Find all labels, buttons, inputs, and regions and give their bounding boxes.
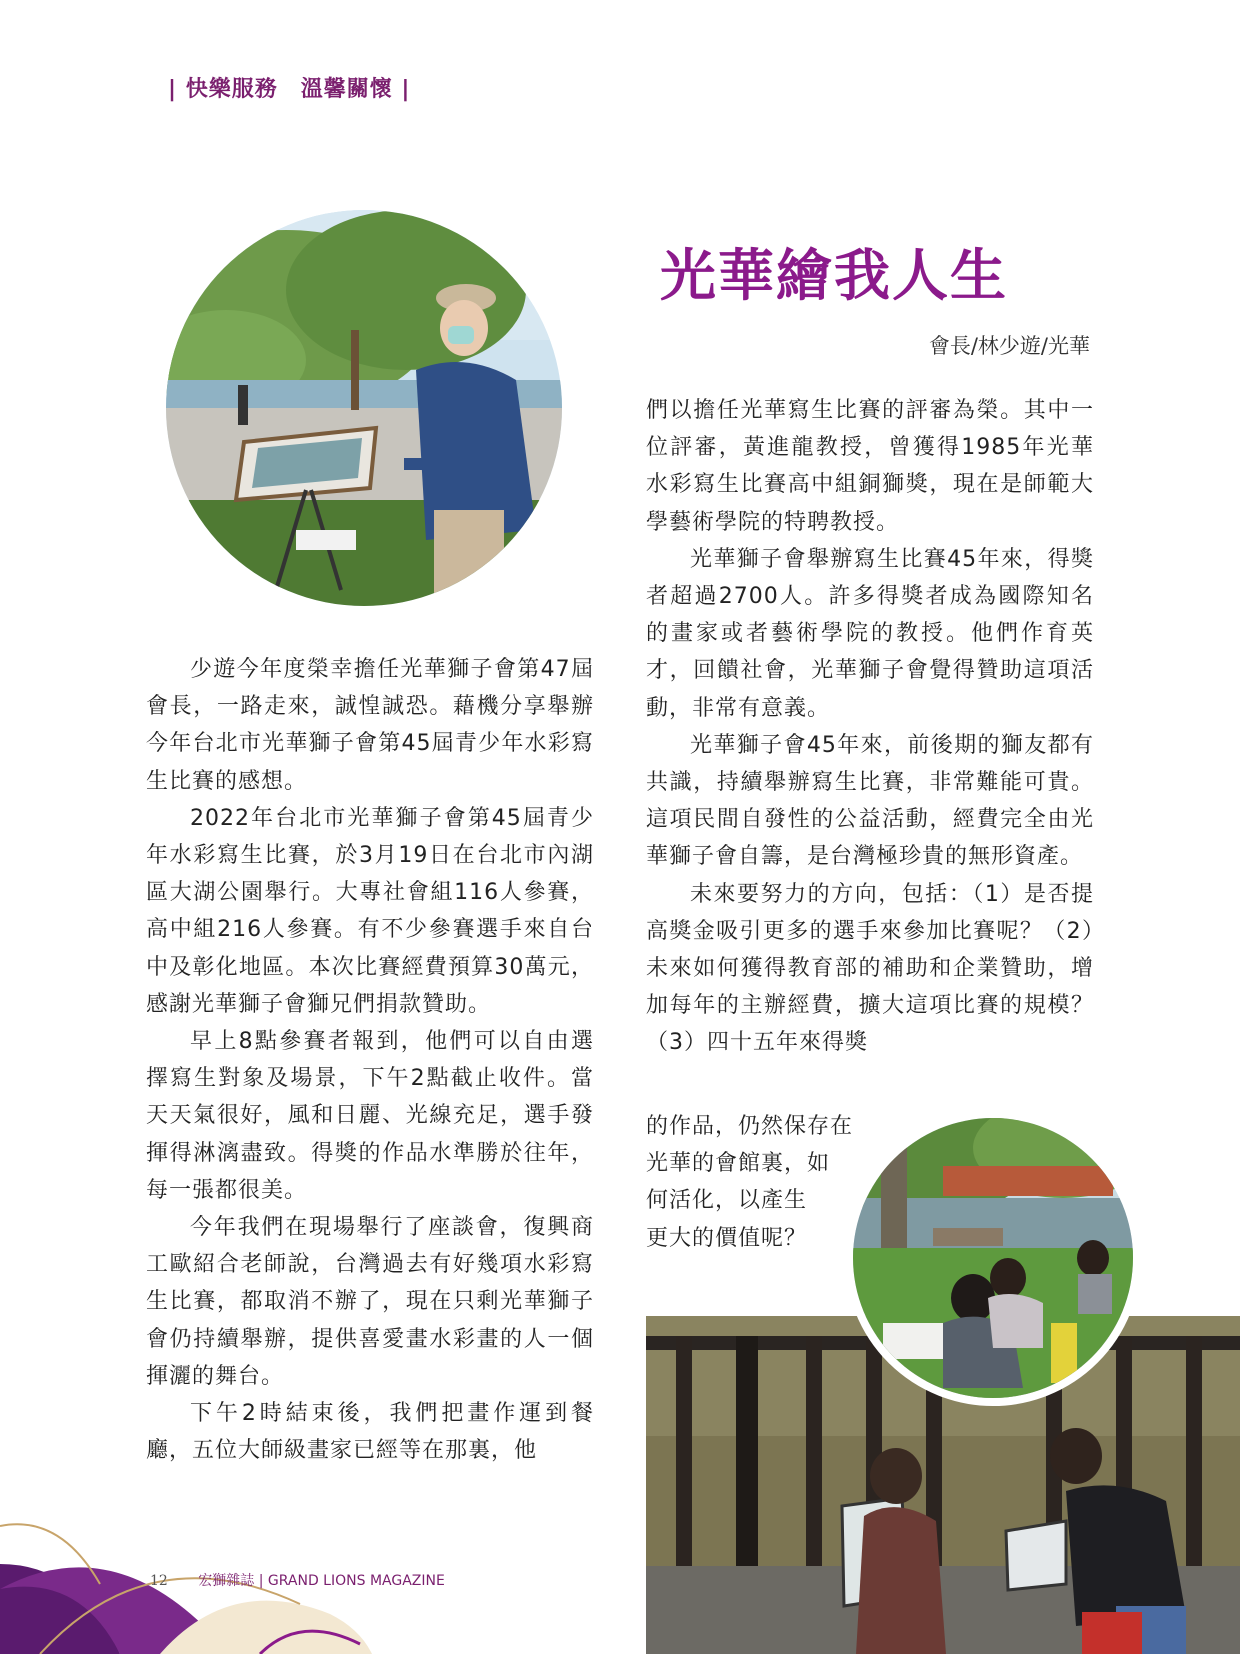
left-column [146,651,594,1469]
text-line: 光華的會館裏，如 [646,1151,831,1177]
magazine-name: 宏獅雜誌 | GRAND LIONS MAGAZINE [198,1573,445,1589]
page-footer [150,1570,445,1590]
painter-easel-illustration [166,210,562,606]
paragraph: 早上8點參賽者報到，他們可以自由選擇寫生對象及場景，下午2點截止收件。當天天氣很好，風和日麗、光線充足，選手發揮得淋漓盡致。得獎的作品水準勝於往年，每一張都很美。 [146,1029,594,1203]
text-line: 更大的價值呢？ [646,1225,808,1251]
group-painting-illustration [853,1118,1133,1398]
article-byline: 會長/林少遊/光華 [928,334,1090,358]
paragraph: 光華獅子會舉辦寫生比賽45年來，得獎者超過2700人。許多得獎者成為國際知名的畫家或者藝術學院的教授。他們作育英才，回饋社會，光華獅子會覺得贊助這項活動，非常有意義。 [646,546,1094,721]
article-title: 光華繪我人生 [660,244,1008,309]
paragraph: 下午2時結束後，我們把畫作運到餐廳，五位大師級畫家已經等在那裏，他 [146,1401,594,1464]
paragraph: 未來要努力的方向，包括：（1）是否提高獎金吸引更多的選手來參加比賽呢？（2）未來如何獲得教育部的補助和企業贊助，增加每年的主辦經費，擴大這項比賽的規模？（3）四十五年來得獎 [646,881,1094,1056]
decorative-swirl [0,1414,420,1654]
text-line: 何活化，以產生 [646,1188,808,1214]
text-line: 的作品，仍然保存在 [646,1114,854,1139]
right-column [646,392,1094,1062]
paragraph: 光華獅子會45年來，前後期的獅友都有共識，持續舉辦寫生比賽，非常難能可貴。這項民間自發性的公益活動，經費完全由光華獅子會自籌，是台灣極珍貴的無形資產。 [646,732,1094,870]
page-number: 12 [150,1573,168,1589]
photo-painter-easel [158,202,570,614]
paragraph: 少遊今年度榮幸擔任光華獅子會第47屆會長，一路走來，誠惶誠恐。藉機分享舉辦今年台北市光華獅子會第45屆青少年水彩寫生比賽的感想。 [146,657,594,794]
paragraph: 今年我們在現場舉行了座談會，復興商工歐紹合老師說，台灣過去有好幾項水彩寫生比賽，都取消不辦了，現在只剩光華獅子會仍持續舉辦，提供喜愛畫水彩畫的人一個揮灑的舞台。 [146,1215,594,1389]
section-tag: | 快樂服務 溫馨關懷 | [168,77,411,102]
paragraph: 們以擔任光華寫生比賽的評審為榮。其中一位評審，黃進龍教授，曾獲得1985年光華水彩寫生比賽高中組銅獅獎，現在是師範大學藝術學院的特聘教授。 [646,398,1094,535]
photo-group-painting [845,1110,1141,1406]
paragraph: 2022年台北市光華獅子會第45屆青少年水彩寫生比賽，於3月19日在台北市內湖區大湖公園舉行。大專社會組116人參賽，高中組216人參賽。有不少參賽選手來自台中及彰化地區。本次比賽經費預算30萬元，感謝光華獅子會獅兄們捐款贊助。 [146,805,594,1017]
